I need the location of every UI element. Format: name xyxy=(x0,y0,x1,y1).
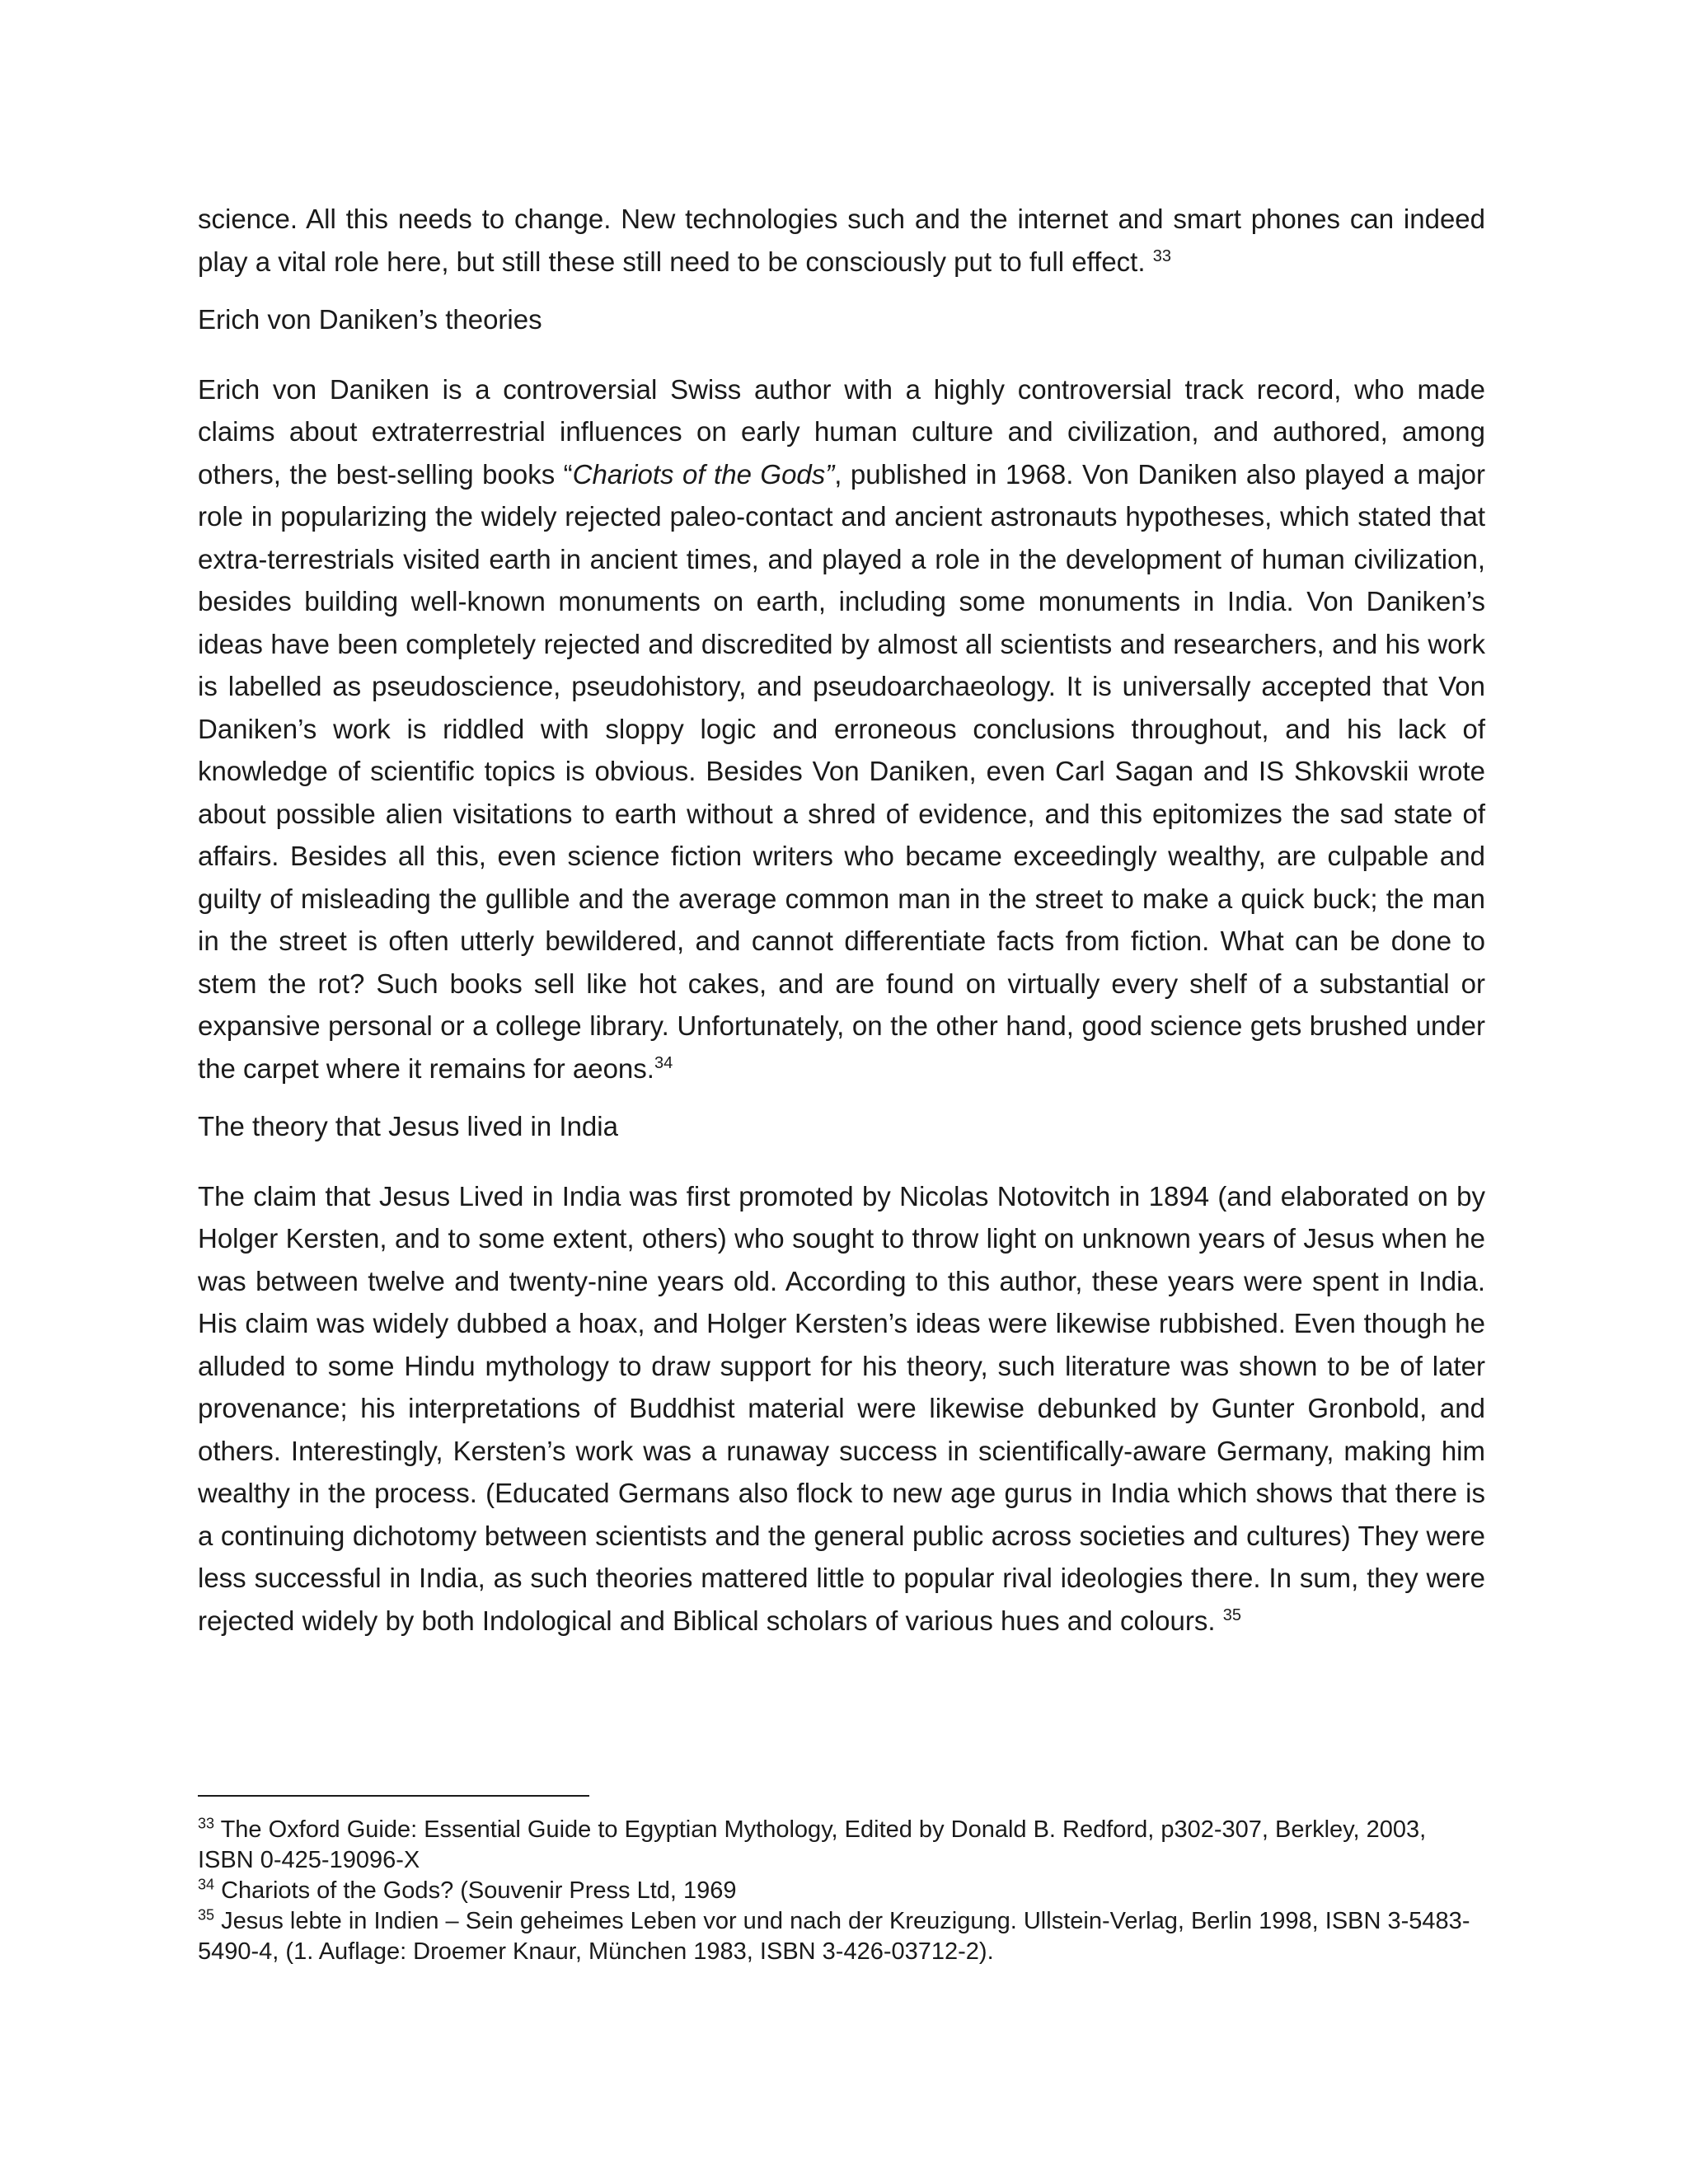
footnote-34 xyxy=(198,1876,1485,1906)
intro-text: science. All this needs to change. New technologies such and the internet and smart phones can indeed play a vital role here, but still these still need to be consciously put to full effect. xyxy=(198,204,1485,277)
footnote-number: 35 xyxy=(198,1906,215,1924)
book-title: Chariots of the Gods” xyxy=(572,458,835,490)
footnote-number: 33 xyxy=(198,1815,215,1832)
page-body xyxy=(198,198,1485,1642)
footnote-divider xyxy=(198,1795,589,1797)
footnote-33 xyxy=(198,1815,1485,1876)
jesus-india-text: The claim that Jesus Lived in India was first promoted by Nicolas Notovitch in 1894 (and elaborated on by Holger Kersten, and to some extent, others) who sought to throw light on unknown years of Jesus when he was between twelve and twenty-nine years old. According to this author, these years were spent in India. His claim was widely dubbed a hoax, and Holger Kersten’s ideas were likewise rubbished. Even though he alluded to some Hindu mythology to draw support for his theory, such literature was shown to be of later provenance; his interpretations of Buddhist material were likewise debunked by Gunter Gronbold, and others. Interestingly, Kersten’s work was a runaway success in scientifically-aware Germany, making him wealthy in the process. (Educated Germans also flock to new age gurus in India which shows that there is a continuing dichotomy between scientists and the general public across societies and cultures) They were less successful in India, as such theories mattered little to popular rival ideologies there. In sum, they were rejected widely by both Indological and Biblical scholars of various hues and colours. xyxy=(198,1180,1485,1636)
footnote-text: Chariots of the Gods? (Souvenir Press Ltd, 1969 xyxy=(221,1877,737,1904)
footnote-text: Jesus lebte in Indien – Sein geheimes Leben vor und nach der Kreuzigung. Ullstein-Verlag, Berlin 1998, ISBN 3-5483-5490-4, (1. Auflage: Droemer Knaur, München 1983, ISBN 3-426-03712-2). xyxy=(198,1908,1470,1965)
von-daniken-text-part2: , published in 1968. Von Daniken also played a major role in popularizing the widely rejected paleo-contact and ancient astronauts hypotheses, which stated that extra-terrestrials visited earth in ancient times, and played a role in the development of human civilization, besides building well-known monuments on earth, including some monuments in India. Von Daniken’s ideas have been completely rejected and discredited by almost all scientists and researchers, and his work is labelled as pseudoscience, pseudohistory, and pseudoarchaeology. It is universally accepted that Von Daniken’s work is riddled with sloppy logic and erroneous conclusions throughout, and his lack of knowledge of scientific topics is obvious. Besides Von Daniken, even Carl Sagan and IS Shkovskii wrote about possible alien visitations to earth without a shred of evidence, and this epitomizes the sad state of affairs. Besides all this, even science fiction writers who became exceedingly wealthy, are culpable and guilty of misleading the gullible and the average common man in the street to make a quick buck; the man in the street is often utterly bewildered, and cannot differentiate facts from fiction. What can be done to stem the rot? Such books sell like hot cakes, and are found on virtually every shelf of a substantial or expansive personal or a college library. Unfortunately, on the other hand, good science gets brushed under the carpet where it remains for aeons. xyxy=(198,458,1485,1084)
section-heading-jesus-india: The theory that Jesus lived in India xyxy=(198,1111,618,1141)
jesus-india-paragraph xyxy=(198,1175,1485,1643)
footnote-text: The Oxford Guide: Essential Guide to Egyptian Mythology, Edited by Donald B. Redford, p302-307, Berkley, 2003, ISBN 0-425-19096-X xyxy=(198,1816,1427,1873)
footnote-ref-35[interactable]: 35 xyxy=(1222,1605,1241,1624)
section-heading-von-daniken: Erich von Daniken’s theories xyxy=(198,304,542,335)
von-daniken-text-part1: Erich von Daniken is a controversial Swiss author with a highly controversial track record, who made claims about extraterrestrial influences on early human culture and civilization, and authored, among others, the best-selling books “ xyxy=(198,373,1485,490)
von-daniken-paragraph xyxy=(198,368,1485,1090)
footnotes-section xyxy=(198,1795,1485,1967)
intro-paragraph xyxy=(198,198,1485,283)
footnote-35 xyxy=(198,1906,1485,1967)
footnote-number: 34 xyxy=(198,1876,215,1893)
footnote-ref-33[interactable]: 33 xyxy=(1152,246,1171,265)
footnote-ref-34[interactable]: 34 xyxy=(654,1053,673,1072)
